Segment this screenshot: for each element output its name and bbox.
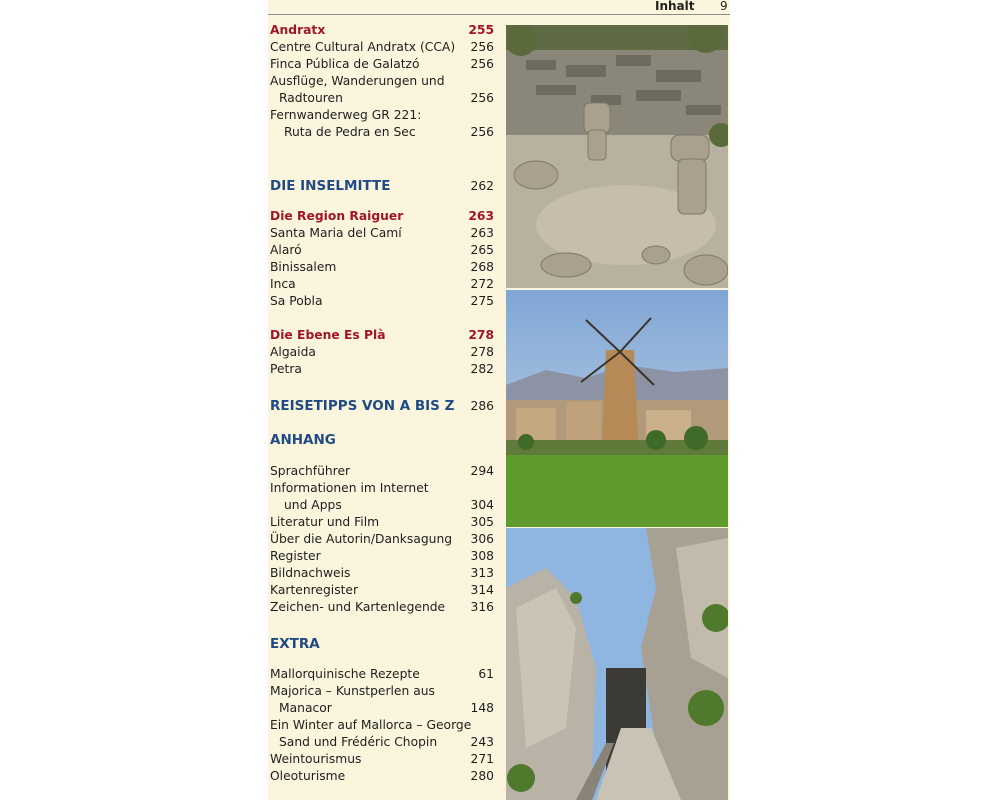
toc-entry-label: EXTRA: [270, 636, 320, 652]
toc-entry: [270, 124, 494, 141]
toc-entry-page: 280: [470, 769, 494, 783]
toc-entry: [270, 599, 494, 616]
toc-section-heading: [270, 396, 494, 416]
toc-entry-label: Literatur und Film: [270, 515, 380, 529]
toc-entry: [270, 107, 494, 124]
toc-entry-label: Petra: [270, 362, 302, 376]
toc-entry-label: Binissalem: [270, 260, 337, 274]
toc-entry-page: 286: [470, 399, 494, 413]
toc-entry-page: 271: [470, 752, 494, 766]
toc-entry: [270, 514, 494, 531]
toc-entry-label: Ruta de Pedra en Sec: [284, 125, 416, 139]
header-rule: [268, 14, 730, 15]
toc-entry-page: 275: [470, 294, 494, 308]
photo-stone-ruins: [506, 25, 728, 288]
photo-canyon-road: [506, 528, 728, 800]
toc-entry-label: REISETIPPS VON A BIS Z: [270, 398, 455, 414]
toc-chapter-heading: [270, 22, 494, 39]
toc-entry-page: 282: [470, 362, 494, 376]
toc-entry-label: Andratx: [270, 23, 326, 37]
toc-entry: [270, 361, 494, 378]
toc-entry-label: Sprachführer: [270, 464, 351, 478]
toc-entry-page: 262: [470, 179, 494, 193]
toc-entry-label: Sand und Frédéric Chopin: [279, 735, 438, 749]
toc-entry-page: 268: [470, 260, 494, 274]
toc-entry: [270, 565, 494, 582]
page-number: 9: [720, 0, 728, 13]
toc-entry: [270, 717, 494, 734]
toc-entry-label: Majorica – Kunstperlen aus: [270, 684, 435, 698]
toc-section-heading: [270, 430, 494, 450]
toc-entry: [270, 344, 494, 361]
toc-entry-label: Centre Cultural Andratx (CCA): [270, 40, 456, 54]
toc-entry-label: Manacor: [279, 701, 332, 715]
toc-entry: [270, 531, 494, 548]
toc-entry-page: 272: [470, 277, 494, 291]
toc-entry-page: 61: [478, 667, 494, 681]
toc-entry-label: Algaida: [270, 345, 316, 359]
toc-entry: [270, 73, 494, 90]
toc-chapter-heading: [270, 327, 494, 344]
toc-entry-page: 265: [470, 243, 494, 257]
toc-entry-page: 278: [470, 345, 494, 359]
toc-entry: [270, 734, 494, 751]
toc-entry-label: Register: [270, 549, 321, 563]
toc-entry-label: DIE INSELMITTE: [270, 178, 391, 194]
toc-entry: [270, 548, 494, 565]
toc-entry: [270, 39, 494, 56]
toc-entry-label: Radtouren: [279, 91, 343, 105]
toc-entry-label: und Apps: [284, 498, 342, 512]
toc-entry: [270, 225, 494, 242]
toc-entry: [270, 90, 494, 107]
toc-entry: [270, 293, 494, 310]
toc-entry-label: Mallorquinische Rezepte: [270, 667, 420, 681]
toc-entry-label: Über die Autorin/Danksagung: [270, 532, 453, 546]
toc-entry-page: 313: [470, 566, 494, 580]
toc-entry-label: Ein Winter auf Mallorca – George: [270, 718, 472, 732]
toc-entry-label: Finca Pública de Galatzó: [270, 57, 420, 71]
toc-entry-page: 256: [470, 40, 494, 54]
toc-entry-page: 243: [470, 735, 494, 749]
toc-entry-label: Kartenregister: [270, 583, 359, 597]
toc-entry-page: 306: [470, 532, 494, 546]
toc-entry-page: 148: [470, 701, 494, 715]
toc-entry: [270, 480, 494, 497]
toc-entry: [270, 497, 494, 514]
toc-entry-label: Inca: [270, 277, 296, 291]
toc-entry: [270, 259, 494, 276]
toc-entry-label: Die Region Raiguer: [270, 209, 404, 223]
toc-section-heading: [270, 176, 494, 196]
toc-entry: [270, 666, 494, 683]
toc-entry-label: Weintourismus: [270, 752, 362, 766]
toc-chapter-heading: [270, 208, 494, 225]
toc-entry-page: 316: [470, 600, 494, 614]
toc-entry-page: 255: [468, 23, 494, 37]
toc-entry-page: 256: [470, 91, 494, 105]
toc-entry-label: Santa Maria del Camí: [270, 226, 402, 240]
toc-entry: [270, 582, 494, 599]
toc-entry-page: 256: [470, 57, 494, 71]
toc-entry-page: 314: [470, 583, 494, 597]
toc-entry-label: Zeichen- und Kartenlegende: [270, 600, 446, 614]
toc-entry-page: 308: [470, 549, 494, 563]
toc-entry: [270, 768, 494, 785]
toc-entry: [270, 700, 494, 717]
toc-entry: [270, 242, 494, 259]
toc-entry: [270, 56, 494, 73]
toc-entry-page: 305: [470, 515, 494, 529]
toc-entry-label: Informationen im Internet: [270, 481, 429, 495]
toc-entry-label: Fernwanderweg GR 221:: [270, 108, 422, 122]
toc-entry-label: Bildnachweis: [270, 566, 351, 580]
toc-entry: [270, 751, 494, 768]
toc-entry-page: 263: [468, 209, 494, 223]
toc-entry-label: Die Ebene Es Plà: [270, 328, 386, 342]
toc-entry: [270, 463, 494, 480]
toc-entry-page: 263: [470, 226, 494, 240]
toc-entry-page: 304: [470, 498, 494, 512]
toc-entry: [270, 683, 494, 700]
toc-entry-label: Sa Pobla: [270, 294, 323, 308]
toc-entry: [270, 276, 494, 293]
toc-entry-label: Ausflüge, Wanderungen und: [270, 74, 445, 88]
toc-entry-label: ANHANG: [270, 432, 336, 448]
toc-entry-label: Alaró: [270, 243, 302, 257]
toc-entry-page: 278: [468, 328, 494, 342]
running-head: Inhalt: [655, 0, 695, 13]
toc-entry-page: 256: [470, 125, 494, 139]
toc-entry-page: 294: [470, 464, 494, 478]
photo-windmill: [506, 290, 728, 527]
toc-section-heading: [270, 634, 494, 654]
toc-entry-label: Oleoturisme: [270, 769, 346, 783]
